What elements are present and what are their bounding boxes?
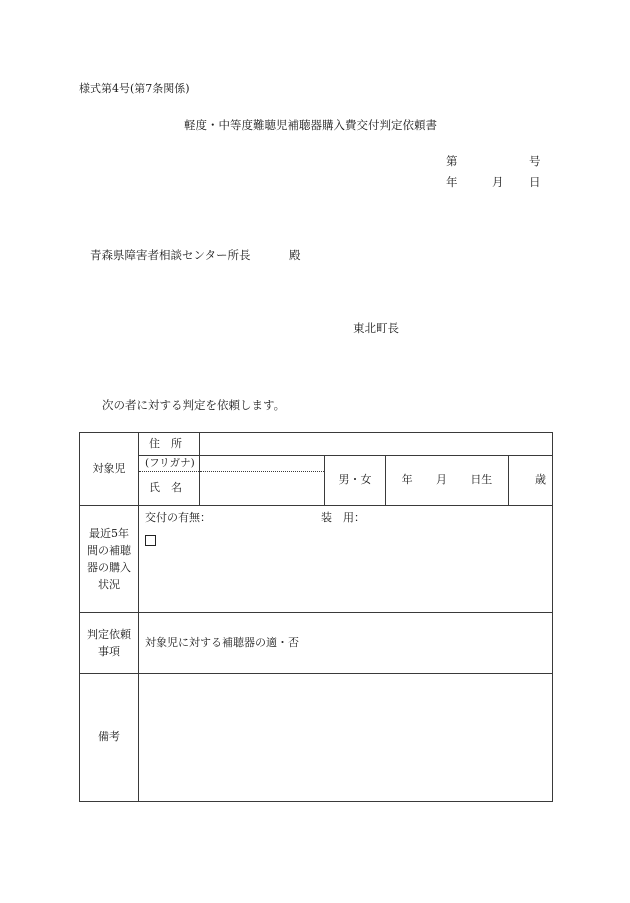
page-title: 軽度・中等度難聴児補聴器購入費交付判定依頼書 [184, 118, 437, 132]
judgment-request-content: 対象児に対する補聴器の適・否 [139, 613, 553, 674]
furigana-label: (フリガナ) [139, 456, 200, 472]
birth-month-unit: 月 [435, 473, 447, 487]
name-label: 氏 名 [139, 472, 200, 506]
date-month: 月 [492, 175, 504, 189]
purchase-history-label: 最近5年間の補聴器の購入状況 [80, 506, 139, 613]
address-field[interactable] [200, 433, 553, 456]
sender-name: 東北町長 [353, 321, 399, 335]
addressee-name: 青森県障害者相談センター所長 [90, 248, 251, 262]
name-field[interactable] [200, 472, 325, 506]
request-statement: 次の者に対する判定を依頼します。 [102, 398, 286, 412]
issuance-label: 交付の有無： [145, 511, 211, 524]
form-number: 様式第4号(第7条関係) [79, 82, 190, 95]
furigana-field[interactable] [200, 456, 325, 472]
doc-number-dai: 第 [446, 154, 458, 168]
date-year: 年 [446, 175, 458, 189]
gender-selector[interactable]: 男・女 [325, 456, 386, 506]
remarks-label: 備考 [80, 674, 139, 802]
date-day: 日 [529, 175, 541, 189]
purchase-history-content [139, 506, 553, 613]
request-form-table [79, 432, 553, 802]
subject-child-label: 対象児 [80, 433, 139, 506]
addressee-honorific: 殿 [289, 248, 301, 262]
remarks-field[interactable] [139, 674, 553, 802]
birth-day-unit: 日生 [470, 473, 493, 487]
doc-number-go: 号 [529, 154, 541, 168]
address-label: 住 所 [139, 433, 200, 456]
age-field[interactable] [509, 456, 553, 506]
wearing-label: 装 用： [321, 511, 365, 524]
birthdate-field[interactable] [386, 456, 509, 506]
checkbox-icon[interactable] [145, 535, 156, 546]
age-unit: 歳 [535, 473, 546, 487]
birth-year-unit: 年 [401, 473, 413, 487]
judgment-request-label: 判定依頼事項 [80, 613, 139, 674]
